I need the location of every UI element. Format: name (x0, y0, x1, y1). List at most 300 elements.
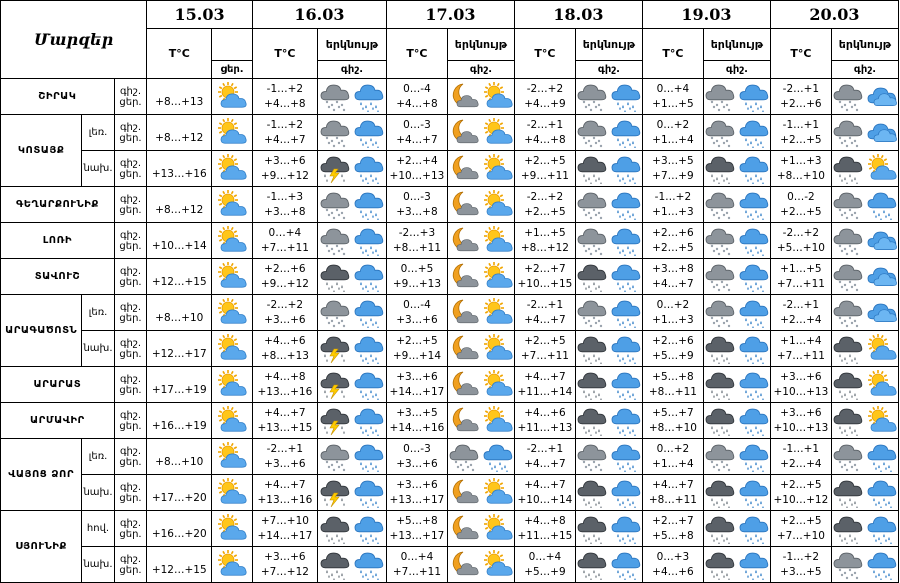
temp-cell (642, 223, 703, 259)
day-temp: +8…+10 (155, 456, 204, 468)
weather-cell (703, 295, 770, 331)
day-temp: +7…+11 (776, 349, 825, 362)
period-subheader (575, 61, 642, 79)
weather-cell (831, 367, 898, 403)
weather-cell (212, 475, 253, 511)
sun-cloud-icon (482, 406, 514, 436)
day-temp: +2…+4 (780, 313, 822, 326)
weather-cell (447, 331, 514, 367)
temp-cell (147, 511, 212, 547)
weather-cell (447, 475, 514, 511)
night-temp: -1…+1 (782, 118, 820, 131)
night-temp: +1…+5 (780, 262, 822, 275)
day-temp: +8…+12 (155, 204, 204, 216)
subregion-label: լեռ. (82, 115, 115, 151)
temp-cell (252, 367, 317, 403)
rain-cloud-icon (610, 118, 642, 148)
subregion-label: լեռ. (82, 295, 115, 331)
sun-cloud-icon (212, 154, 252, 184)
weather-cell (831, 475, 898, 511)
table-header (1, 1, 899, 79)
rain-cloud-icon (610, 514, 642, 544)
weather-cell (212, 187, 253, 223)
temp-cell (514, 151, 575, 187)
day-temp: +13…+16 (257, 385, 313, 398)
night-temp: +2…+5 (524, 154, 566, 167)
day-temp: +7…+10 (776, 529, 825, 542)
weather-cell (703, 547, 770, 583)
temp-cell (386, 223, 447, 259)
rain-cloud-icon (738, 226, 770, 256)
weather-cell (317, 547, 386, 583)
weather-cell (447, 259, 514, 295)
moon-cloud-icon (448, 550, 480, 580)
rain-cloud-icon (738, 550, 770, 580)
temp-cell (386, 79, 447, 115)
sun-cloud-icon (212, 262, 252, 292)
region-name: ԿՈՏԱՅՔ (1, 115, 82, 187)
temp-cell (514, 223, 575, 259)
night-label: գիշ. (119, 157, 142, 169)
night-temp: +4…+7 (264, 478, 306, 491)
night-subheader: գիշ. (469, 64, 492, 75)
day-temp: +8…+11 (392, 241, 441, 254)
table-row (1, 151, 899, 187)
temp-cell (642, 331, 703, 367)
night-temp: -2…+2 (526, 82, 564, 95)
day-label: ցեր. (119, 132, 142, 144)
sun-cloud-icon (212, 514, 252, 544)
period-subheader (447, 61, 514, 79)
snow-cloud-icon (832, 226, 864, 256)
temp-cell (642, 511, 703, 547)
temp-cell (386, 367, 447, 403)
snow-cloud-icon (704, 226, 736, 256)
period-labels (114, 151, 147, 187)
weather-cell (447, 511, 514, 547)
sun-cloud-icon (866, 334, 898, 364)
subregion-label: լեռ. (82, 439, 115, 475)
night-subheader: գիշ. (853, 64, 876, 75)
night-temp: -1…+2 (654, 190, 692, 203)
temp-cell (147, 79, 212, 115)
temp-cell (770, 439, 831, 475)
night-temp: +7…+10 (260, 514, 309, 527)
night-temp: -1…+1 (782, 442, 820, 455)
region-name: ԱՐԱԳԱԾՈՏՆ (1, 295, 82, 367)
night-temp: +1…+4 (780, 334, 822, 347)
day-temp: +10…+13 (773, 421, 829, 434)
weather-cell (447, 223, 514, 259)
temp-cell (642, 439, 703, 475)
sun-cloud-icon (212, 298, 252, 328)
period-subheader (317, 61, 386, 79)
region-name: ՏԱՎՈՒՇ (1, 259, 115, 295)
table-row (1, 223, 899, 259)
night-temp: -2…+3 (398, 226, 436, 239)
dark-rain-cloud-icon (576, 406, 608, 436)
rain-cloud-icon (866, 442, 898, 472)
day-temp: +9…+14 (392, 349, 441, 362)
rain-cloud-icon (353, 406, 385, 436)
rain-cloud-icon (610, 298, 642, 328)
night-temp: +5…+8 (396, 514, 438, 527)
temp-cell (642, 259, 703, 295)
snow-cloud-icon (576, 298, 608, 328)
day-temp: +4…+7 (396, 133, 438, 146)
temp-cell (252, 223, 317, 259)
night-temp: +4…+8 (524, 514, 566, 527)
day-temp: +2…+5 (780, 205, 822, 218)
weather-cell (703, 223, 770, 259)
weather-cell (575, 403, 642, 439)
sun-cloud-icon (212, 82, 252, 112)
night-label: գիշ. (119, 517, 142, 529)
day-temp: +12…+15 (151, 564, 207, 576)
dark-rain-cloud-icon (704, 550, 736, 580)
day-temp: +9…+12 (260, 169, 309, 182)
weather-cell (831, 259, 898, 295)
night-label: գիշ. (119, 193, 142, 205)
temp-cell (642, 367, 703, 403)
weather-cell (703, 475, 770, 511)
temp-cell (386, 151, 447, 187)
weather-cell (575, 187, 642, 223)
temp-cell (642, 547, 703, 583)
moon-cloud-icon (448, 118, 480, 148)
sun-cloud-icon (482, 334, 514, 364)
rain-cloud-icon (610, 226, 642, 256)
temp-cell (514, 187, 575, 223)
dark-rain-cloud-icon (704, 154, 736, 184)
night-temp: +2…+7 (652, 514, 694, 527)
rain-cloud-icon (610, 550, 642, 580)
sun-cloud-icon (866, 370, 898, 400)
period-labels (114, 367, 147, 403)
dark-rain-cloud-icon (832, 406, 864, 436)
day-label: ցեր. (119, 564, 142, 576)
weather-cell (447, 151, 514, 187)
period-labels (114, 259, 147, 295)
night-temp: -1…+2 (266, 82, 304, 95)
sun-cloud-icon (212, 118, 252, 148)
weather-cell (317, 79, 386, 115)
day-temp: +7…+11 (392, 565, 441, 578)
weather-cell (447, 367, 514, 403)
day-temp: +1…+3 (652, 313, 694, 326)
night-temp: +3…+6 (264, 550, 306, 563)
table-row (1, 295, 899, 331)
weather-cell (831, 331, 898, 367)
region-name: ԱՐՄԱՎԻՐ (1, 403, 115, 439)
dark-rain-cloud-icon (832, 370, 864, 400)
night-temp: +3…+6 (780, 406, 822, 419)
temp-cell (770, 151, 831, 187)
sun-cloud-icon (212, 370, 252, 400)
subregion-label: նախ. (82, 151, 115, 187)
temp-cell (147, 151, 212, 187)
temp-cell (642, 79, 703, 115)
night-label: գիշ. (119, 121, 142, 133)
subregion-label: հով. (82, 511, 115, 547)
temp-cell (252, 115, 317, 151)
dark-rain-cloud-icon (319, 514, 351, 544)
day-temp: +11…+14 (517, 385, 573, 398)
snow-cloud-icon (704, 262, 736, 292)
date-header: 16.03 (252, 1, 386, 29)
day-temp: +8…+13 (260, 349, 309, 362)
day-temp: +3…+5 (780, 565, 822, 578)
day-temp: +3…+6 (264, 457, 306, 470)
weather-cell (831, 439, 898, 475)
weather-cell (317, 511, 386, 547)
weather-cell (447, 79, 514, 115)
weather-cell (831, 511, 898, 547)
moon-cloud-icon (448, 406, 480, 436)
rain-cloud-icon (738, 118, 770, 148)
night-temp: +3…+5 (396, 406, 438, 419)
weather-cell (831, 547, 898, 583)
snow-cloud-icon (832, 190, 864, 220)
temp-cell (514, 295, 575, 331)
night-temp: -2…+1 (782, 82, 820, 95)
rain-cloud-icon (738, 298, 770, 328)
snow-cloud-icon (319, 442, 351, 472)
weather-cell (317, 331, 386, 367)
sun-cloud-icon (212, 478, 252, 508)
snow-cloud-icon (319, 82, 351, 112)
night-temp: +4…+7 (264, 406, 306, 419)
region-name: ԼՈՌԻ (1, 223, 115, 259)
night-temp: +3…+5 (652, 154, 694, 167)
rain-cloud-icon (353, 262, 385, 292)
weather-cell (447, 115, 514, 151)
night-temp: +2…+6 (264, 262, 306, 275)
weather-cell (212, 403, 253, 439)
night-temp: -2…+2 (782, 226, 820, 239)
weather-cell (317, 403, 386, 439)
sun-cloud-icon (212, 442, 252, 472)
temp-cell (386, 547, 447, 583)
night-label: գիշ. (119, 301, 142, 313)
period-labels (114, 439, 147, 475)
sun-cloud-icon (212, 334, 252, 364)
temp-cell (252, 295, 317, 331)
rain-cloud-icon (353, 478, 385, 508)
temp-cell (642, 151, 703, 187)
weather-cell (703, 187, 770, 223)
icon-header-empty (212, 29, 253, 61)
day-temp: +1…+3 (652, 205, 694, 218)
period-labels (114, 187, 147, 223)
date-header: 19.03 (642, 1, 770, 29)
temp-cell (147, 187, 212, 223)
snow-cloud-icon (576, 190, 608, 220)
temp-cell (252, 403, 317, 439)
rain-cloud-icon (353, 514, 385, 544)
weather-cell (575, 223, 642, 259)
weather-cell (575, 115, 642, 151)
temp-cell (386, 403, 447, 439)
day-temp: +14…+17 (389, 385, 445, 398)
weather-cell (212, 115, 253, 151)
night-label: գիշ. (119, 553, 142, 565)
temp-cell (514, 403, 575, 439)
rain-cloud-icon (738, 370, 770, 400)
temp-header: T°C (147, 29, 212, 79)
weather-cell (831, 151, 898, 187)
weather-cell (212, 547, 253, 583)
temp-cell (514, 259, 575, 295)
temp-cell (642, 295, 703, 331)
night-temp: +2…+5 (524, 334, 566, 347)
moon-cloud-icon (448, 514, 480, 544)
weather-cell (212, 331, 253, 367)
temp-cell (147, 259, 212, 295)
day-label: ցեր. (119, 384, 142, 396)
region-name: ՎԱՅՈՑ ՁՈՐ (1, 439, 82, 511)
sun-cloud-icon (212, 226, 252, 256)
night-temp: 0…-3 (403, 442, 431, 455)
night-temp: 0…+2 (656, 298, 690, 311)
snow-cloud-icon (832, 442, 864, 472)
night-temp: +4…+8 (264, 370, 306, 383)
temp-cell (252, 331, 317, 367)
temp-cell (642, 475, 703, 511)
period-labels (114, 115, 147, 151)
day-temp: +4…+7 (524, 313, 566, 326)
day-label: ցեր. (119, 96, 142, 108)
dark-rain-cloud-icon (576, 514, 608, 544)
night-temp: +1…+3 (780, 154, 822, 167)
rain-cloud-icon (738, 334, 770, 364)
weather-cell (575, 151, 642, 187)
temp-cell (147, 403, 212, 439)
day-label: ցեր. (119, 420, 142, 432)
day-label: ցեր. (119, 528, 142, 540)
night-temp: -1…+2 (266, 118, 304, 131)
day-temp: +16…+19 (151, 420, 207, 432)
night-temp: +3…+6 (780, 370, 822, 383)
thunderstorm-icon (319, 370, 351, 400)
table-row (1, 79, 899, 115)
rain-cloud-icon (353, 190, 385, 220)
day-temp: +12…+17 (151, 348, 207, 360)
night-temp: +4…+7 (524, 478, 566, 491)
dark-rain-cloud-icon (832, 478, 864, 508)
night-label: գիշ. (119, 229, 142, 241)
night-temp: -2…+2 (266, 298, 304, 311)
date-header: 20.03 (770, 1, 898, 29)
day-label: ցեր. (119, 312, 142, 324)
sun-cloud-icon (866, 154, 898, 184)
dark-rain-cloud-icon (576, 478, 608, 508)
day-temp: +14…+16 (389, 421, 445, 434)
weather-cell (831, 115, 898, 151)
night-temp: 0…+5 (400, 262, 434, 275)
sun-cloud-icon (482, 118, 514, 148)
day-temp: +13…+15 (257, 421, 313, 434)
weather-cell (575, 259, 642, 295)
snow-cloud-icon (576, 118, 608, 148)
temp-cell (147, 295, 212, 331)
period-labels (114, 295, 147, 331)
night-temp: 0…+4 (656, 82, 690, 95)
temp-cell (514, 439, 575, 475)
rain-cloud-icon (738, 82, 770, 112)
sun-cloud-icon (482, 478, 514, 508)
day-temp: +13…+17 (389, 529, 445, 542)
temp-cell (770, 295, 831, 331)
dark-rain-cloud-icon (704, 370, 736, 400)
dark-rain-cloud-icon (576, 370, 608, 400)
night-temp: -2…+2 (526, 190, 564, 203)
day-temp: +8…+12 (520, 241, 569, 254)
night-temp: +2…+6 (652, 334, 694, 347)
rain-cloud-icon (353, 370, 385, 400)
weather-cell (575, 547, 642, 583)
temp-cell (147, 367, 212, 403)
sun-cloud-icon (866, 406, 898, 436)
weather-cell (447, 295, 514, 331)
sun-cloud-icon (482, 262, 514, 292)
day-temp: +5…+9 (524, 565, 566, 578)
temp-cell (386, 115, 447, 151)
temp-cell (386, 187, 447, 223)
day-temp: +10…+13 (389, 169, 445, 182)
region-name: ԱՐԱՐԱՏ (1, 367, 115, 403)
weather-cell (831, 223, 898, 259)
moon-cloud-icon (448, 334, 480, 364)
night-temp: -2…+1 (266, 442, 304, 455)
snow-cloud-icon (832, 550, 864, 580)
day-temp: +10…+13 (773, 385, 829, 398)
night-temp: -2…+1 (526, 298, 564, 311)
night-temp: 0…+4 (400, 550, 434, 563)
day-temp: +3…+8 (396, 205, 438, 218)
temp-cell (386, 259, 447, 295)
night-temp: 0…+2 (656, 118, 690, 131)
day-temp: +4…+7 (524, 457, 566, 470)
period-labels (114, 511, 147, 547)
day-temp: +1…+5 (652, 97, 694, 110)
day-temp: +7…+11 (776, 277, 825, 290)
temp-header: T°C (770, 29, 831, 79)
snow-cloud-icon (319, 226, 351, 256)
weather-cell (575, 439, 642, 475)
dark-rain-cloud-icon (576, 550, 608, 580)
rain-cloud-icon (353, 334, 385, 364)
day-temp: +13…+17 (389, 493, 445, 506)
night-subheader: գիշ. (340, 64, 363, 75)
day-temp: +11…+13 (517, 421, 573, 434)
temp-cell (147, 475, 212, 511)
weather-cell (575, 367, 642, 403)
day-temp: +17…+20 (151, 492, 207, 504)
day-temp: +8…+12 (155, 132, 204, 144)
temp-cell (514, 475, 575, 511)
sun-cloud-icon (212, 406, 252, 436)
temp-cell (770, 511, 831, 547)
table-row (1, 511, 899, 547)
table-row (1, 187, 899, 223)
dark-rain-cloud-icon (704, 406, 736, 436)
day-temp: +1…+4 (652, 457, 694, 470)
day-temp: +3…+6 (264, 313, 306, 326)
day-temp: +7…+11 (520, 349, 569, 362)
rain-cloud-icon (353, 154, 385, 184)
weather-cell (212, 79, 253, 115)
